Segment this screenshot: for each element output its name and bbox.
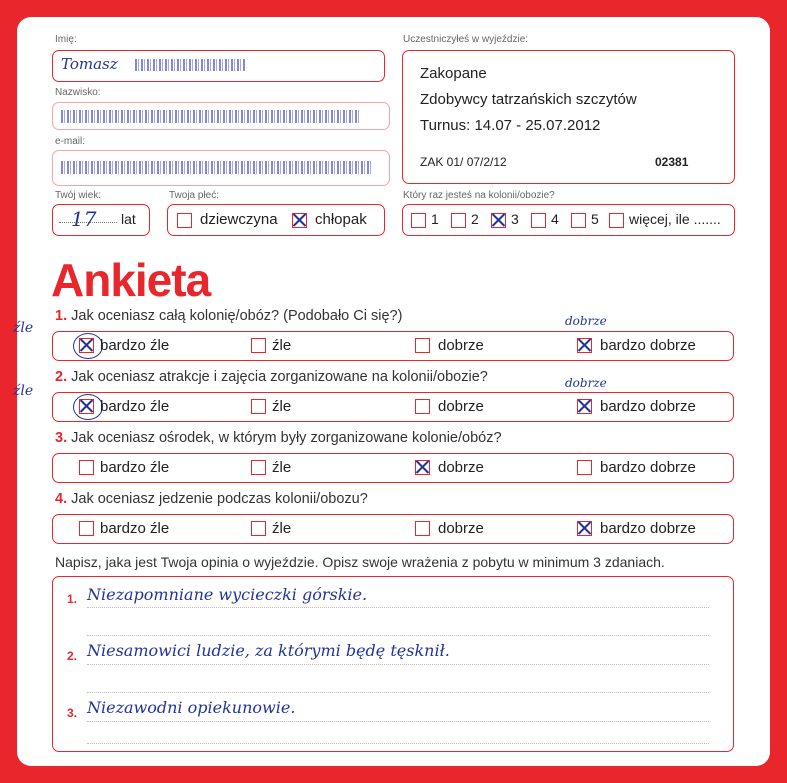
times-4-checkbox[interactable] bbox=[531, 213, 546, 228]
q1-margin-note: źle bbox=[13, 320, 34, 336]
q2-option-3-checkbox[interactable] bbox=[415, 399, 430, 414]
q4-option-1-label: bardzo źle bbox=[100, 520, 170, 537]
opinion-line-1-text: Niezapomniane wycieczki górskie. bbox=[87, 585, 368, 604]
q1-option-1-checkbox[interactable] bbox=[79, 338, 94, 353]
opinion-line-3-number: 3. bbox=[67, 706, 78, 720]
age-unit: lat bbox=[121, 211, 136, 227]
q2-option-3-label: dobrze bbox=[438, 398, 484, 415]
times-field bbox=[402, 204, 735, 236]
sex-label: Twoja płeć: bbox=[169, 190, 220, 201]
q4-option-2-checkbox[interactable] bbox=[251, 521, 266, 536]
q4-options bbox=[52, 514, 734, 544]
q4-option-4-label: bardzo dobrze bbox=[600, 520, 696, 537]
surname-label: Nazwisko: bbox=[55, 87, 101, 98]
times-4-label: 4 bbox=[551, 211, 559, 227]
sex-boy-label: chłopak bbox=[315, 211, 367, 228]
q3-option-2-label: źle bbox=[272, 459, 292, 476]
times-3-checkbox[interactable] bbox=[491, 213, 506, 228]
name-field[interactable] bbox=[52, 50, 385, 82]
name-label: Imię: bbox=[55, 34, 77, 45]
q1-option-4-checkbox[interactable] bbox=[577, 338, 592, 353]
sex-field bbox=[167, 204, 385, 236]
sex-boy-checkbox[interactable] bbox=[292, 213, 307, 228]
q1-option-1-label: bardzo źle bbox=[100, 337, 170, 354]
q4-option-3-checkbox[interactable] bbox=[415, 521, 430, 536]
question-2 bbox=[55, 369, 488, 385]
q1-option-3-label: dobrze bbox=[438, 337, 484, 354]
q4-option-3-label: dobrze bbox=[438, 520, 484, 537]
trip-number: 02381 bbox=[655, 155, 689, 169]
opinion-line-3-text: Niezawodni opiekunowie. bbox=[87, 698, 296, 717]
times-more-checkbox[interactable] bbox=[609, 213, 624, 228]
q3-option-4-checkbox[interactable] bbox=[577, 460, 592, 475]
trip-code: ZAK 01/ 07/2/12 bbox=[420, 155, 507, 169]
q1-option-2-label: źle bbox=[272, 337, 292, 354]
times-1-label: 1 bbox=[431, 211, 439, 227]
email-label: e-mail: bbox=[55, 136, 86, 147]
q2-option-2-label: źle bbox=[272, 398, 292, 415]
times-2-checkbox[interactable] bbox=[451, 213, 466, 228]
opinion-line-2-number: 2. bbox=[67, 649, 78, 663]
q1-note: dobrze bbox=[565, 314, 607, 328]
trip-place: Zakopane bbox=[420, 65, 487, 82]
times-5-label: 5 bbox=[591, 211, 599, 227]
trip-name: Zdobywcy tatrzańskich szczytów bbox=[420, 91, 637, 108]
q3-option-2-checkbox[interactable] bbox=[251, 460, 266, 475]
q3-option-1-label: bardzo źle bbox=[100, 459, 170, 476]
q1-text: Jak oceniasz całą kolonię/obóz? (Podobało Ci się?) bbox=[71, 308, 403, 324]
q1-number: 1. bbox=[55, 308, 68, 324]
sex-girl-checkbox[interactable] bbox=[177, 213, 192, 228]
age-value: 17 bbox=[71, 207, 97, 231]
times-2-label: 2 bbox=[471, 211, 479, 227]
times-label: Który raz jesteś na kolonii/obozie? bbox=[403, 190, 555, 201]
trip-label: Uczestniczyłeś w wyjeździe: bbox=[403, 34, 529, 45]
times-more-label: więcej, ile ....... bbox=[629, 211, 721, 227]
q3-number: 3. bbox=[55, 430, 68, 446]
times-5-checkbox[interactable] bbox=[571, 213, 586, 228]
q4-number: 4. bbox=[55, 491, 68, 507]
q2-number: 2. bbox=[55, 369, 68, 385]
opinion-line-2-rule bbox=[87, 664, 709, 665]
email-field[interactable] bbox=[52, 150, 390, 186]
q2-option-4-checkbox[interactable] bbox=[577, 399, 592, 414]
q4-option-2-label: źle bbox=[272, 520, 292, 537]
redacted-surname-scribble bbox=[135, 59, 245, 71]
opinion-prompt: Napisz, jaka jest Twoja opinia o wyjeździe. Opisz swoje wrażenia z pobytu w minimum 3 zdaniach. bbox=[55, 554, 665, 570]
question-1 bbox=[55, 308, 402, 324]
q3-text: Jak oceniasz ośrodek, w którym były zorganizowane kolonie/obóz? bbox=[71, 430, 502, 446]
opinion-line-1b-rule bbox=[87, 635, 709, 636]
age-label: Twój wiek: bbox=[55, 190, 102, 201]
redacted-surname bbox=[61, 110, 361, 123]
opinion-box[interactable] bbox=[52, 576, 734, 752]
times-3-label: 3 bbox=[511, 211, 519, 227]
q3-options bbox=[52, 453, 734, 483]
opinion-line-1-number: 1. bbox=[67, 592, 78, 606]
redacted-email bbox=[61, 161, 373, 174]
survey-form bbox=[13, 17, 770, 766]
q1-option-3-checkbox[interactable] bbox=[415, 338, 430, 353]
q1-options bbox=[52, 331, 734, 361]
opinion-line-3-rule bbox=[87, 721, 709, 722]
q2-margin-note: źle bbox=[13, 383, 34, 399]
q2-option-1-label: bardzo źle bbox=[100, 398, 170, 415]
opinion-line-1-rule bbox=[87, 607, 709, 608]
opinion-line-2b-rule bbox=[87, 692, 709, 693]
q1-option-4-label: bardzo dobrze bbox=[600, 337, 696, 354]
q3-option-3-checkbox[interactable] bbox=[415, 460, 430, 475]
q2-option-4-label: bardzo dobrze bbox=[600, 398, 696, 415]
q4-option-4-checkbox[interactable] bbox=[577, 521, 592, 536]
trip-turnus: Turnus: 14.07 - 25.07.2012 bbox=[420, 117, 601, 134]
q2-option-2-checkbox[interactable] bbox=[251, 399, 266, 414]
sex-girl-label: dziewczyna bbox=[200, 211, 278, 228]
name-value: Tomasz bbox=[61, 55, 118, 73]
q4-option-1-checkbox[interactable] bbox=[79, 521, 94, 536]
question-3 bbox=[55, 430, 502, 446]
opinion-line-2-text: Niesamowici ludzie, za którymi będę tęsknił. bbox=[87, 641, 450, 660]
q2-options bbox=[52, 392, 734, 422]
q3-option-1-checkbox[interactable] bbox=[79, 460, 94, 475]
question-4 bbox=[55, 491, 368, 507]
q4-text: Jak oceniasz jedzenie podczas kolonii/obozu? bbox=[71, 491, 368, 507]
q1-option-2-checkbox[interactable] bbox=[251, 338, 266, 353]
q3-option-3-label: dobrze bbox=[438, 459, 484, 476]
trip-box bbox=[402, 50, 735, 184]
q3-option-4-label: bardzo dobrze bbox=[600, 459, 696, 476]
page-title: Ankieta bbox=[51, 254, 211, 306]
times-1-checkbox[interactable] bbox=[411, 213, 426, 228]
q2-option-1-checkbox[interactable] bbox=[79, 399, 94, 414]
q2-note: dobrze bbox=[565, 376, 607, 390]
age-field[interactable] bbox=[52, 204, 150, 236]
surname-field[interactable] bbox=[52, 102, 390, 130]
opinion-line-3b-rule bbox=[87, 743, 709, 744]
q2-text: Jak oceniasz atrakcje i zajęcia zorganizowane na kolonii/obozie? bbox=[71, 369, 488, 385]
